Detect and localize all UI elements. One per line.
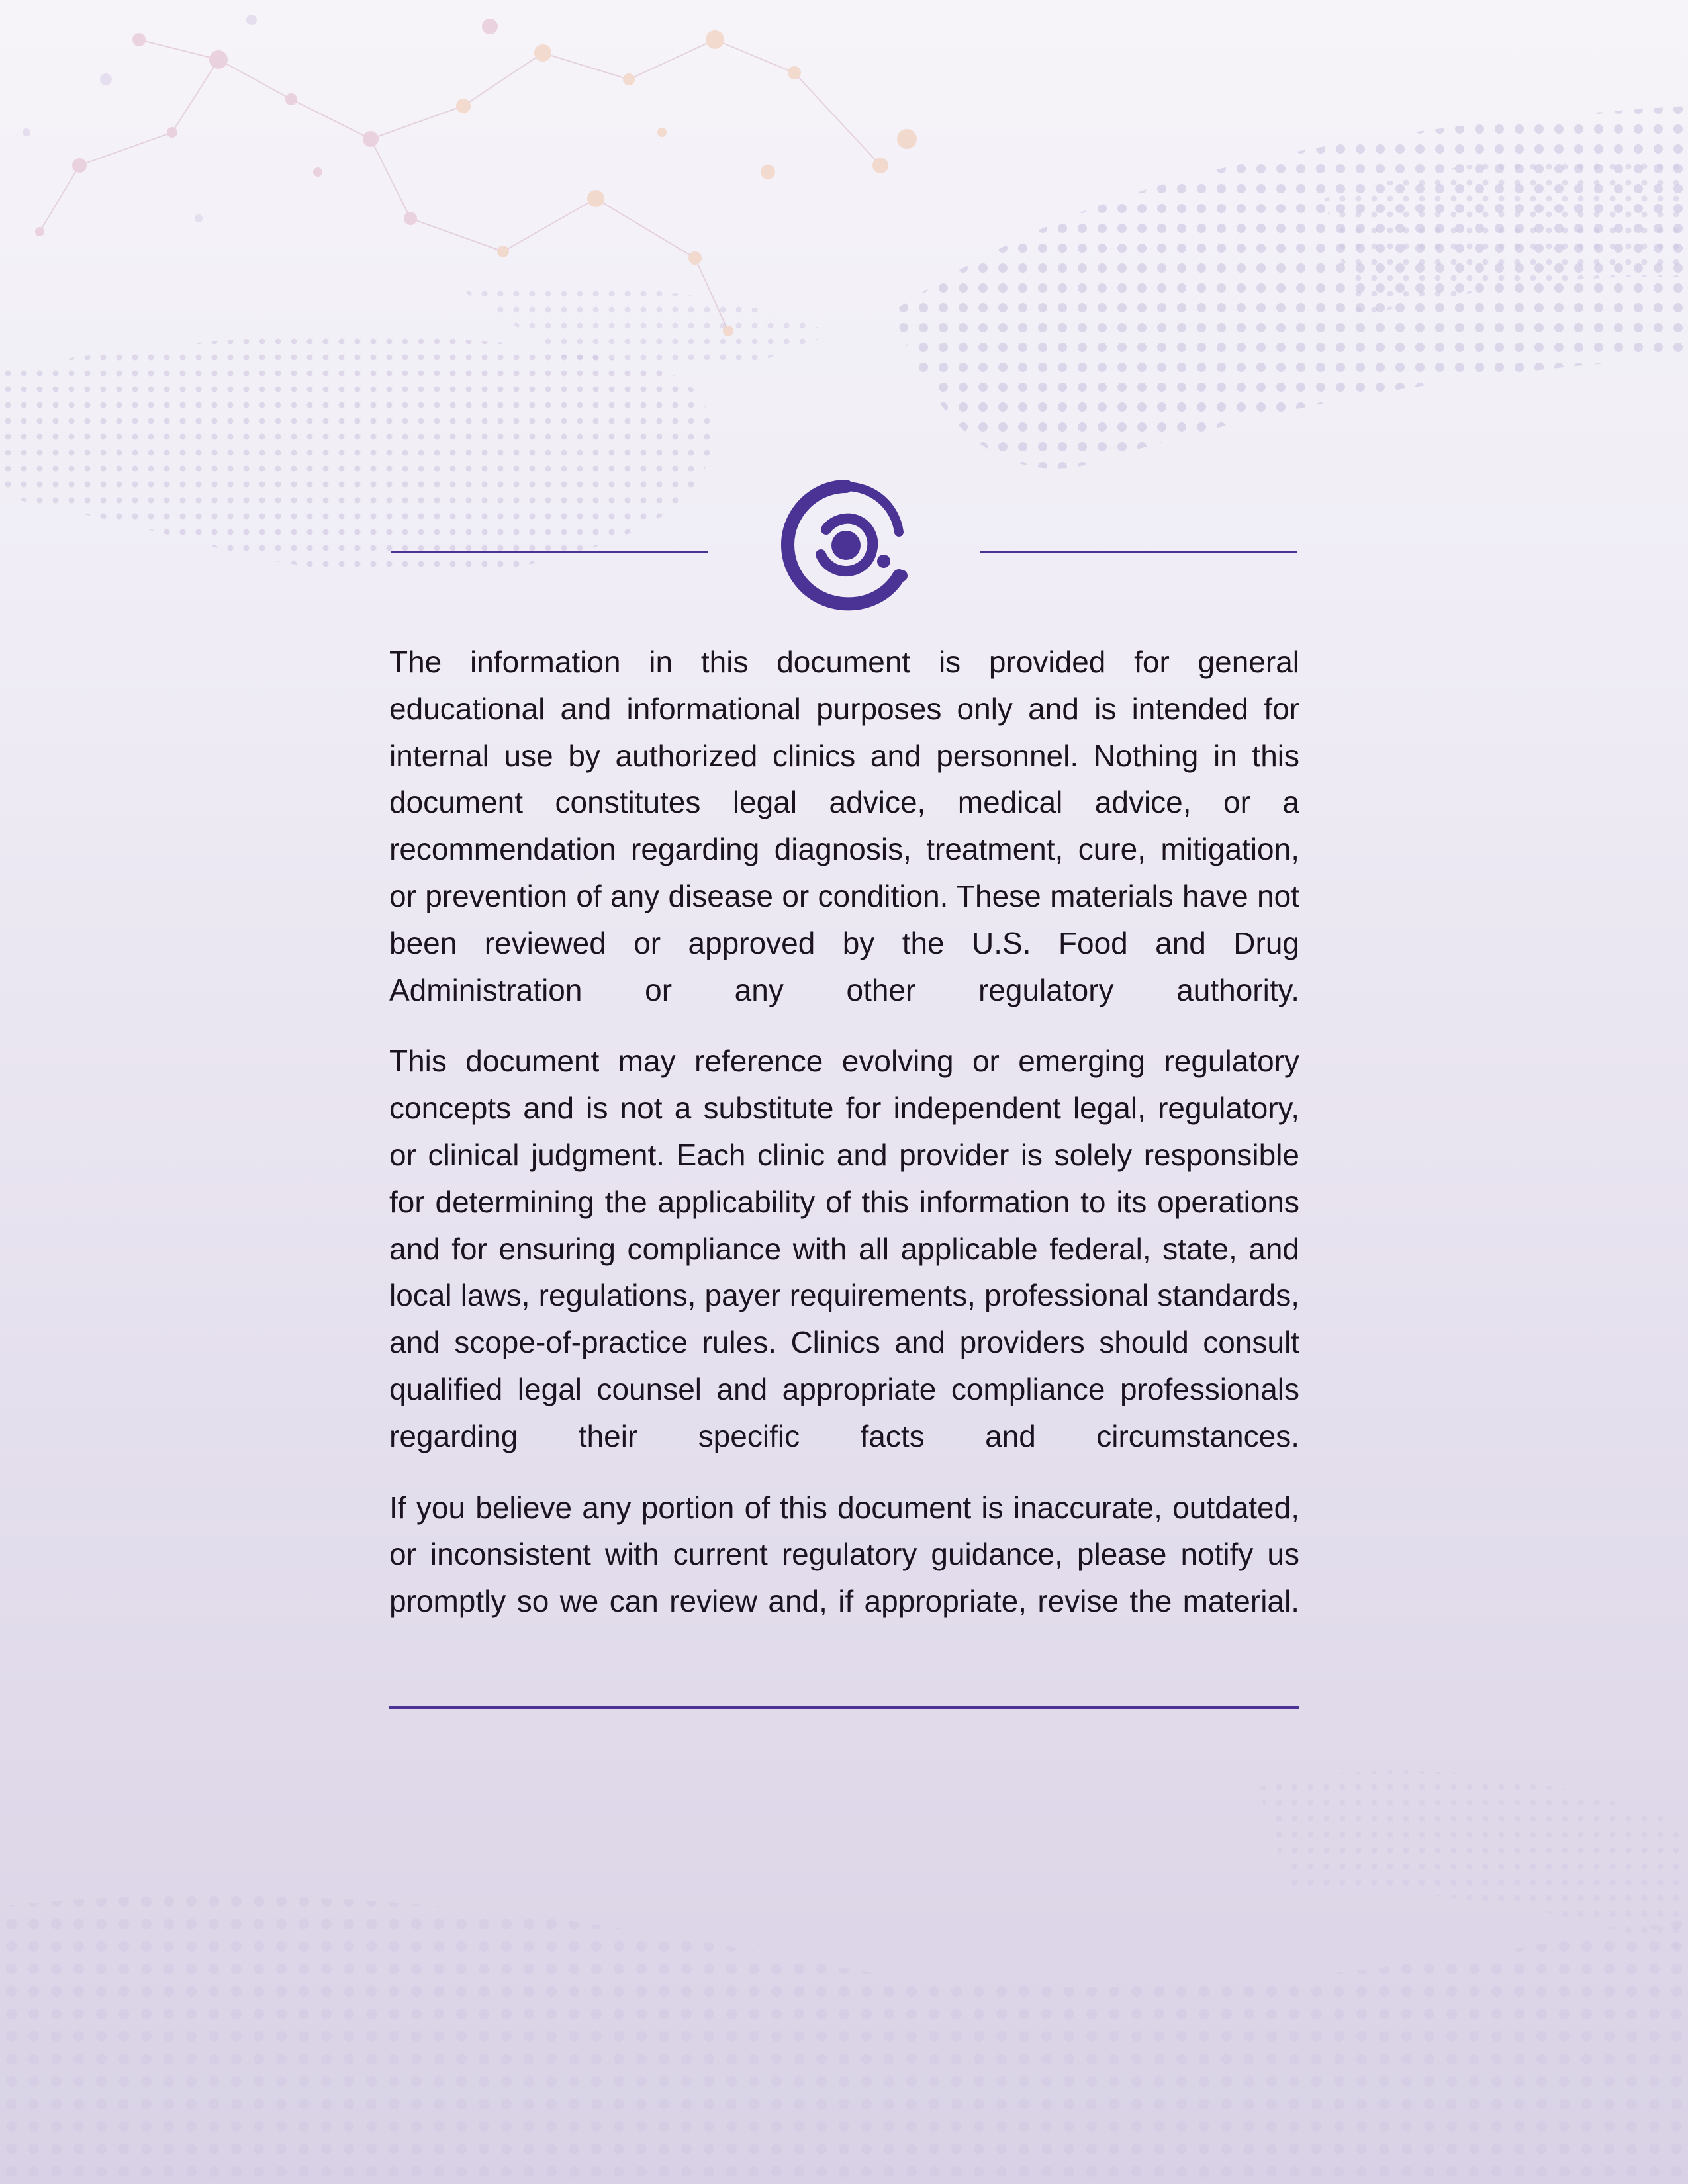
disclaimer-paragraph: The information in this document is provided for general educational and informational purposes only and is intended for internal use by authorized clinics and personnel. Nothing in this document constitutes legal advice, medical advice, or a recommendation regarding diagnosis, treatment, cure, mitigation, or prevention of any disease or condition. These materials have not been reviewed or approved by the U.S. Food and Drug Administration or any other regulatory authority. xyxy=(389,645,1299,1007)
header-divider xyxy=(391,477,1297,622)
disclaimer-paragraph: This document may reference evolving or emerging regulatory concepts and is not a substitute for independent legal, regulatory, or clinical judgment. Each clinic and provider is solely responsible for determining the applicability of this information to its operations and for ensuring compliance with all applicable federal, state, and local laws, regulations, payer requirements, professional standards, and scope-of-practice rules. Clinics and providers should consult qualified legal counsel and appropriate compliance professionals regarding their specific facts and circumstances. xyxy=(389,1044,1299,1453)
disclaimer-paragraph: If you believe any portion of this document is inaccurate, outdated, or inconsistent with current regulatory guidance, please notify us promptly so we can review and, if appropriate, revise the material. xyxy=(389,1490,1299,1619)
circular-swirl-logo-icon xyxy=(768,477,920,622)
disclaimer-text xyxy=(389,639,1299,1649)
right-divider-line xyxy=(980,551,1297,553)
footer-divider-line xyxy=(389,1706,1299,1709)
left-divider-line xyxy=(391,551,708,553)
